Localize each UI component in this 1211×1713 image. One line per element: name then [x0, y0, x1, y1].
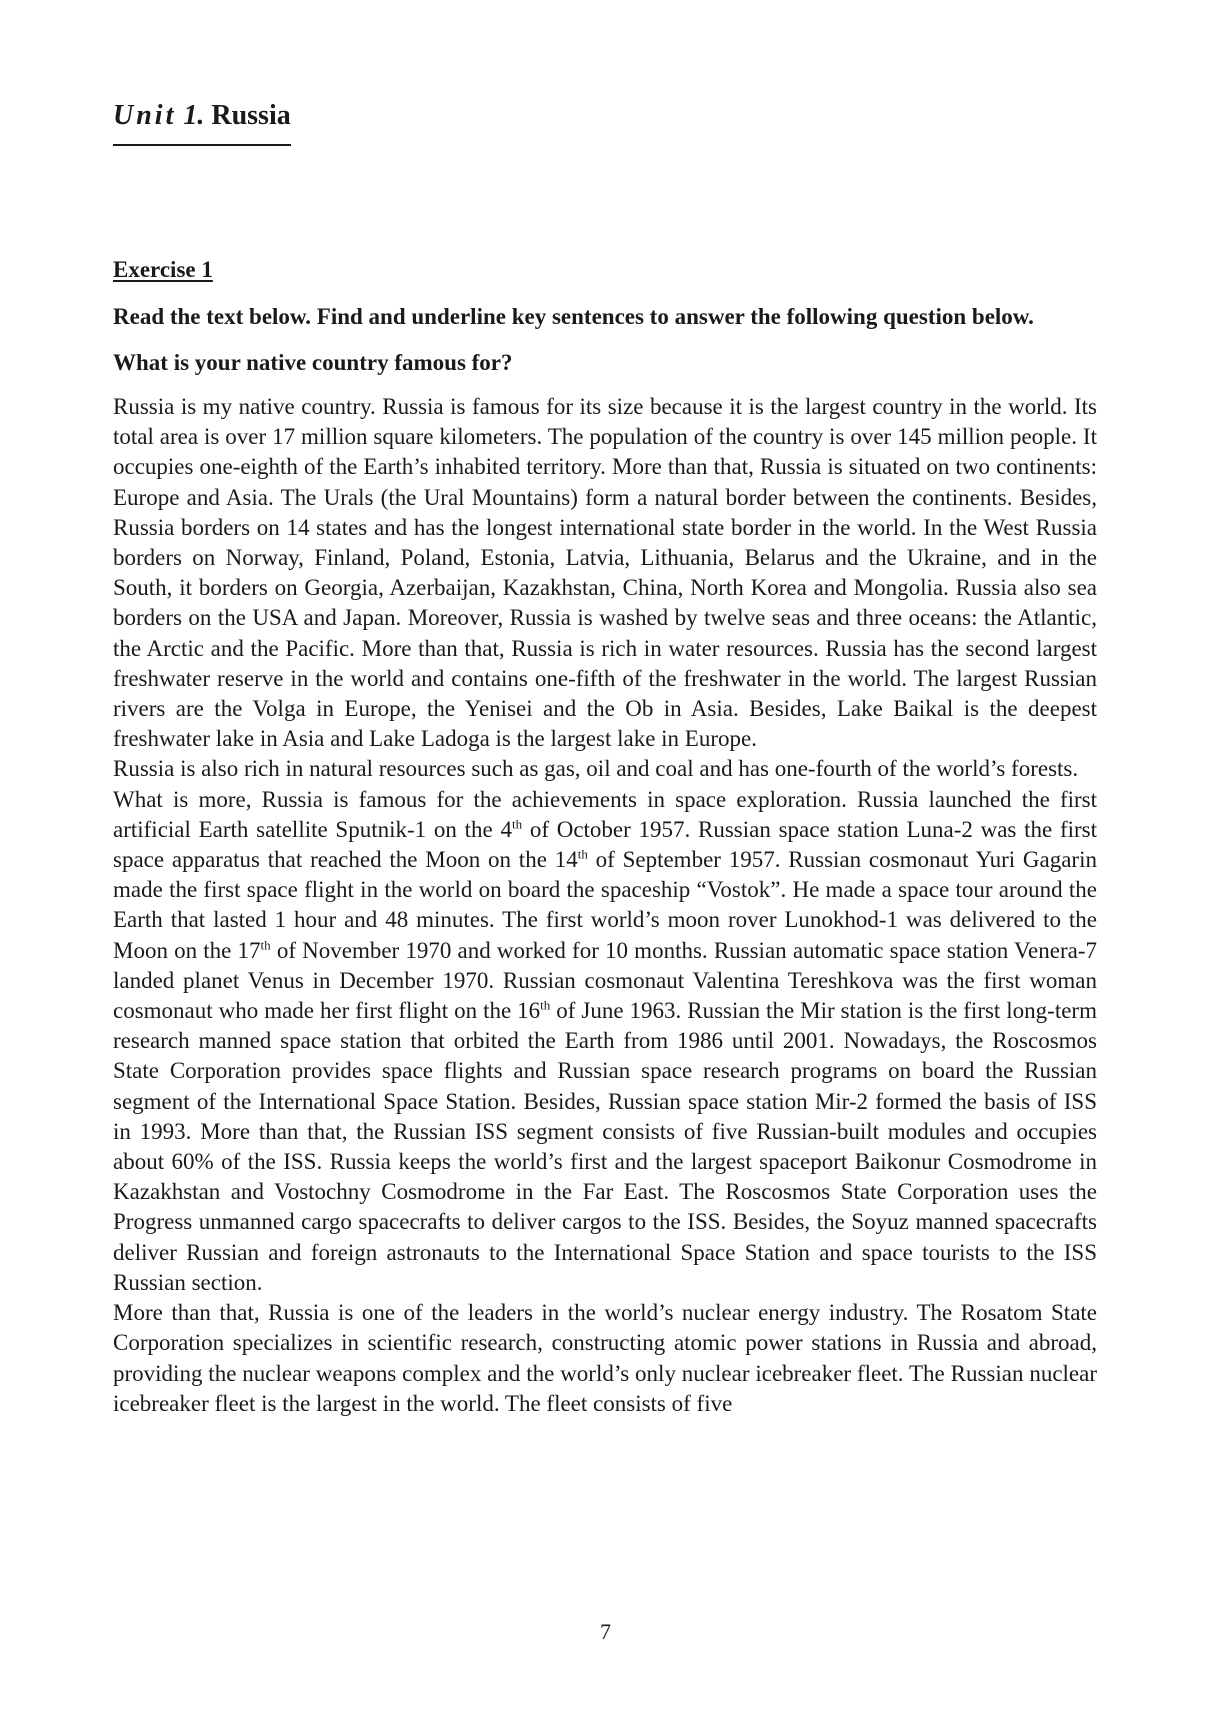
unit-label: Unit — [113, 100, 177, 131]
ordinal-suffix: th — [511, 816, 523, 832]
unit-title: Russia — [211, 100, 291, 131]
unit-heading — [113, 98, 291, 146]
page-content — [113, 255, 1097, 1419]
paragraph-resources: Russia is also rich in natural resources such as gas, oil and coal and has one-fourth of the world’s forests. — [113, 756, 1079, 782]
ordinal-suffix: th — [260, 937, 271, 952]
text-segment: of October 1957. Russian space station Luna-2 was the first space apparatus that reached the Moon on the 14 — [113, 816, 1097, 873]
exercise-instruction: Read the text below. Find and underline key sentences to answer the following question below. — [113, 304, 1034, 329]
unit-number: 1. — [183, 100, 205, 131]
text-segment: of November 1970 and worked for 10 months. Russian automatic space station Venera-7 landed planet Venus in December 1970. Russian cosmonaut Valentina Tereshkova was the first woman cosmonaut who made her first flight on the 16 — [113, 937, 1097, 1024]
ordinal-suffix: th — [540, 997, 551, 1013]
paragraph-space — [113, 785, 1097, 1298]
exercise-title: Exercise 1 — [113, 257, 213, 282]
paragraph-geography: Russia is my native country. Russia is famous for its size because it is the largest country in the world. Its total area is over 17 million square kilometers. The population of the country is over 145 million people. It occupies one-eighth of the Earth’s inhabited territory. More than that, Russia is situated on two continents: Europe and Asia. The Urals (the Ural Mountains) form a natural border between the continents. Besides, Russia borders on 14 states and has the longest international state border in the world. In the West Russia borders on Norway, Finland, Poland, Estonia, Latvia, Lithuania, Belarus and the Ukraine, and in the South, it borders on Georgia, Azerbaijan, Kazakhstan, China, North Korea and Mongolia. Russia also sea borders on the USA and Japan. Moreover, Russia is washed by twelve seas and three oceans: the Atlantic, the Arctic and the Pacific. More than that, Russia is rich in water resources. Russia has the second largest freshwater reserve in the world and contains one-fifth of the freshwater in the world. The largest Russian rivers are the Volga in Europe, the Yenisei and the Ob in Asia. Besides, Lake Baikal is the deepest freshwater lake in Asia and Lake Ladoga is the largest lake in Europe. — [113, 394, 1097, 752]
ordinal-suffix: th — [577, 846, 588, 862]
paragraph-nuclear: More than that, Russia is one of the leaders in the world’s nuclear energy industry. The Rosatom State Corporation specializes in scientific research, constructing atomic power stations in Russia and abroad, providing the nuclear weapons complex and the world’s only nuclear icebreaker fleet. The Russian nuclear icebreaker fleet is the largest in the world. The fleet consists of five — [113, 1300, 1097, 1416]
text-segment: What is more, Russia is famous for the achievements in space exploration. Russia launched the first artificial Earth satellite Sputnik-1 on the 4 — [113, 786, 1097, 842]
text-segment: of June 1963. Russian the Mir station is the first long-term research manned space station that orbited the Earth from 1986 until 2001. Nowadays, the Roscosmos State Corporation provides space flights and Russian space research programs on board the Russian segment of the International Space Station. Besides, Russian space station Mir-2 formed the basis of ISS in 1993. More than that, the Russian ISS segment consists of five Russian-built modules and occupies about 60% of the ISS. Russia keeps the world’s first and the largest spaceport Baikonur Cosmodrome in Kazakhstan and Vostochny Cosmodrome in the Far East. The Roscosmos State Corporation uses the Progress unmanned cargo spacecrafts to deliver cargos to the ISS. Besides, the Soyuz manned spacecrafts deliver Russian and foreign astronauts to the International Space Station and space tourists to the ISS Russian section. — [113, 998, 1097, 1295]
exercise-question: What is your native country famous for? — [113, 350, 513, 375]
page-number: 7 — [600, 1619, 611, 1644]
text-segment: of September 1957. Russian cosmonaut Yuri Gagarin made the first space flight in the world on board the spaceship “Vostok”. He made a space tour around the Earth that lasted 1 hour and 48 minutes. The first world’s moon rover Lunokhod-1 was delivered to the Moon on the 17 — [113, 847, 1097, 963]
